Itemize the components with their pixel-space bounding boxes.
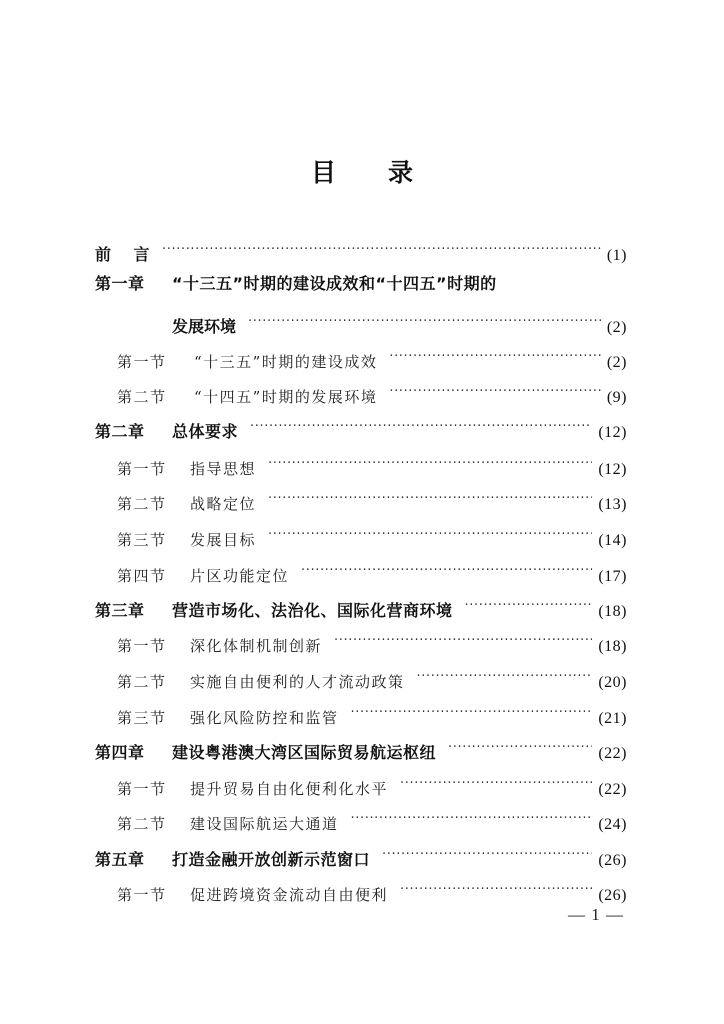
section-number: 第一节: [117, 886, 167, 904]
toc-entry-section[interactable]: [117, 699, 627, 727]
toc-entry-chapter-1-cont[interactable]: [172, 308, 627, 336]
section-number: 第一节: [117, 780, 167, 798]
toc-entry-section[interactable]: [117, 805, 627, 833]
chapter-title: 营造市场化、法治化、国际化营商环境: [172, 601, 453, 620]
toc-entry-chapter-1[interactable]: [95, 272, 627, 296]
section-title: 强化风险防控和监管: [190, 709, 339, 727]
leader-dots: [389, 343, 601, 367]
leader-dots: [301, 557, 592, 581]
page-ref: (24): [598, 816, 627, 833]
leader-dots: [448, 734, 592, 758]
chapter-number: 第一章: [95, 274, 145, 293]
page-ref: (26): [598, 887, 627, 904]
leader-dots: [400, 770, 592, 794]
page-ref: (14): [598, 532, 627, 549]
toc-entry-preface[interactable]: [95, 236, 627, 264]
page-number: — 1 —: [568, 905, 624, 924]
leader-dots: [351, 699, 593, 723]
section-title: 片区功能定位: [190, 567, 290, 585]
toc-entry-section[interactable]: [117, 378, 627, 406]
page-ref: (18): [598, 603, 627, 620]
toc-entry-section[interactable]: [117, 450, 627, 478]
leader-dots: [248, 308, 601, 332]
toc-entry-section[interactable]: [117, 627, 627, 655]
page-ref: (1): [606, 247, 627, 264]
preface-label-b: 言: [133, 245, 151, 264]
toc-entry-section[interactable]: [117, 521, 627, 549]
leader-dots: [250, 413, 592, 437]
section-number: 第三节: [117, 531, 167, 549]
page-ref: (17): [598, 568, 627, 585]
leader-dots: [382, 841, 592, 865]
page-ref: (22): [598, 745, 627, 762]
section-number: 第一节: [117, 637, 167, 655]
page-ref: (20): [598, 674, 627, 691]
leader-dots: [351, 805, 593, 829]
page-ref: (26): [598, 852, 627, 869]
chapter-title: 建设粤港澳大湾区国际贸易航运枢纽: [172, 743, 437, 762]
section-number: 第二节: [117, 388, 167, 406]
page-ref: (18): [598, 638, 627, 655]
leader-dots: [268, 521, 592, 545]
section-title: 发展目标: [190, 531, 257, 549]
leader-dots: [400, 876, 592, 900]
section-number: 第一节: [117, 353, 167, 371]
toc-entry-chapter-5[interactable]: [95, 841, 627, 869]
chapter-title: 总体要求: [172, 422, 239, 441]
leader-dots: [389, 378, 601, 402]
section-title: 指导思想: [190, 460, 257, 478]
section-number: 第三节: [117, 709, 167, 727]
section-number: 第一节: [117, 460, 167, 478]
toc-entry-chapter-3[interactable]: [95, 592, 627, 620]
leader-dots: [162, 236, 601, 260]
chapter-number: 第五章: [95, 850, 145, 869]
section-title: “十三五”时期的建设成效: [194, 353, 378, 371]
chapter-number: 第三章: [95, 601, 145, 620]
page-ref: (22): [598, 781, 627, 798]
title-char-1: 目: [310, 158, 336, 187]
section-title: 深化体制机制创新: [190, 637, 323, 655]
chapter-title-cont: 发展环境: [172, 317, 237, 336]
toc-entry-section[interactable]: [117, 770, 627, 798]
toc-entry-section[interactable]: [117, 343, 627, 371]
section-title: 提升贸易自由化便利化水平: [190, 780, 389, 798]
chapter-title: 打造金融开放创新示范窗口: [172, 850, 371, 869]
page-ref: (12): [598, 424, 627, 441]
preface-label-a: 前: [95, 245, 112, 264]
page-ref: (9): [606, 389, 627, 406]
section-number: 第二节: [117, 495, 167, 513]
title-char-2: 录: [388, 158, 414, 187]
section-title: 促进跨境资金流动自由便利: [190, 886, 389, 904]
chapter-title: “十三五”时期的建设成效和“十四五”时期的: [172, 274, 497, 293]
toc-entry-chapter-2[interactable]: [95, 413, 627, 441]
section-title: 建设国际航运大通道: [190, 815, 339, 833]
section-number: 第二节: [117, 673, 167, 691]
page-ref: (13): [598, 496, 627, 513]
leader-dots: [268, 485, 592, 509]
toc-entry-section[interactable]: [117, 876, 627, 904]
toc-entry-chapter-4[interactable]: [95, 734, 627, 762]
section-title: 实施自由便利的人才流动政策: [190, 673, 405, 691]
toc-entry-section[interactable]: [117, 663, 627, 691]
chapter-number: 第二章: [95, 422, 145, 441]
page-ref: (2): [606, 319, 627, 336]
section-number: 第四节: [117, 567, 167, 585]
page-ref: (12): [598, 461, 627, 478]
leader-dots: [334, 627, 592, 651]
section-title: “十四五”时期的发展环境: [194, 388, 378, 406]
leader-dots: [417, 663, 593, 687]
section-number: 第二节: [117, 815, 167, 833]
toc-entry-section[interactable]: [117, 485, 627, 513]
chapter-number: 第四章: [95, 743, 145, 762]
leader-dots: [465, 592, 593, 616]
toc-entry-section[interactable]: [117, 557, 627, 585]
section-title: 战略定位: [190, 495, 257, 513]
page-ref: (2): [606, 354, 627, 371]
leader-dots: [268, 450, 592, 474]
page-ref: (21): [598, 710, 627, 727]
